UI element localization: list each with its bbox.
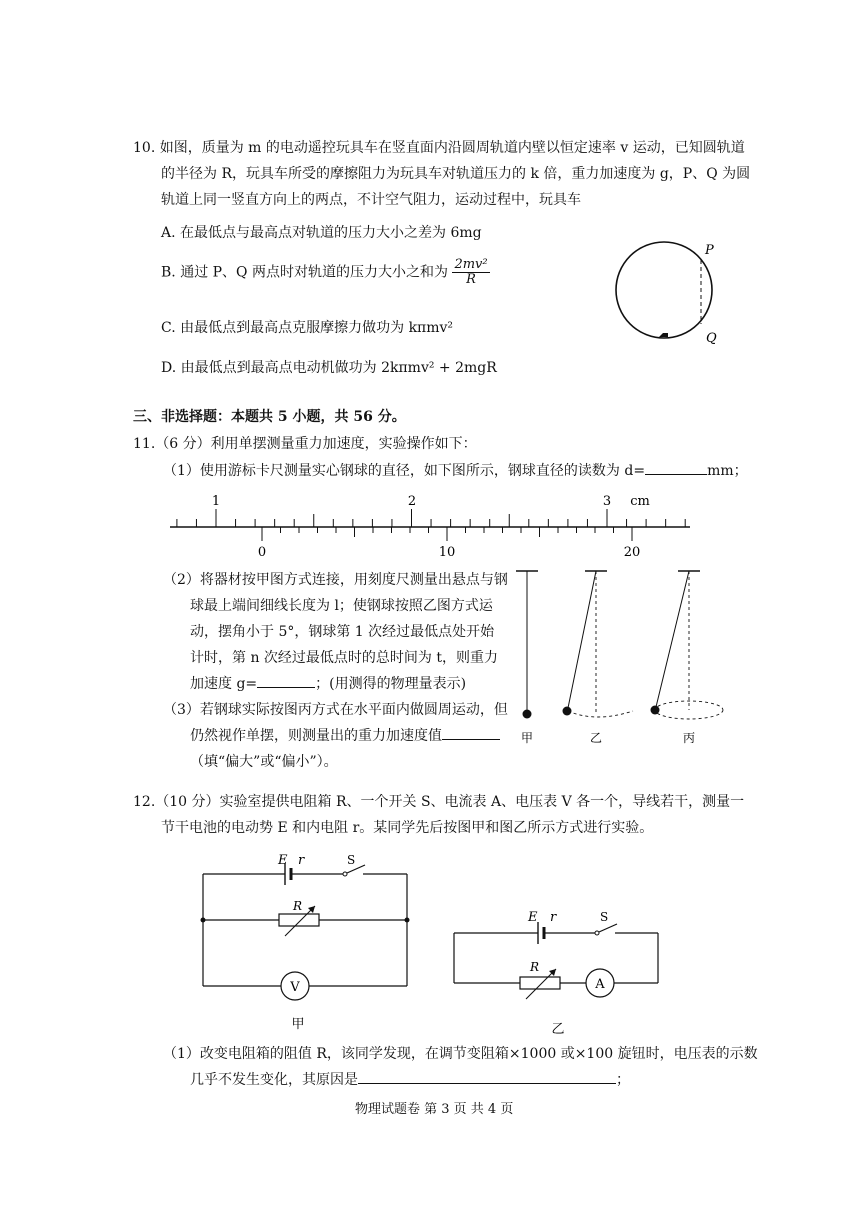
q12-part1-line2 [190,1070,630,1090]
pendulum-c-caption: 丙 [682,731,696,745]
circuit-a-label-rbox: R [293,899,303,913]
vernier-caliper-figure [170,490,690,560]
circuit-b-label-rbox: R [530,960,540,974]
q11-part1-text: （1）使用游标卡尺测量实心钢球的直径，如下图所示，钢球直径的读数为 d= [163,463,646,479]
q11-part3-line1: （3）若钢球实际按图丙方式在水平面内做圆周运动，但 [163,702,508,718]
circuit-b-label-r: r [550,910,557,925]
pendulum-b-string [568,571,596,708]
main-unit-cm: cm [630,494,650,509]
q12-part1-text: 几乎不发生变化，其原因是 [190,1072,358,1088]
page-footer: 物理试题卷 第 3 页 共 4 页 [355,1102,514,1117]
circuit-b-label-s: S [600,910,609,924]
q11-part2-line2: 球最上端间细线长度为 l；使钢球按照乙图方式运 [190,598,493,614]
q10-option-a: A. 在最低点与最高点对轨道的压力大小之差为 6mg [161,225,482,241]
pendulum-b-bob [563,707,572,716]
q12-line1: 12.（10 分）实验室提供电阻箱 R、一个开关 S、电流表 A、电压表 V 各一个，导线若干，测量一 [133,794,745,810]
circuit-a-caption: 甲 [291,1017,305,1032]
pendulum-b-arc [568,711,633,717]
q10-line1: 10. 如图，质量为 m 的电动遥控玩具车在竖直面内沿圆周轨道内壁以恒定速率 v 运动，已知圆轨道 [133,140,745,156]
q10-line2: 的半径为 R，玩具车所受的摩擦阻力为玩具车对轨道压力的 k 倍，重力加速度为 g，P、Q 为圆 [161,166,751,182]
vernier-label-0: 0 [257,545,267,560]
q11-part1-unit: mm； [707,463,748,479]
q11-part2-line5 [190,674,466,694]
main-label-3: 3 [602,494,612,509]
circuit-a-figure [195,848,415,1038]
q12-part1-end: ； [616,1072,630,1088]
circuit-a-label-s: S [347,853,356,867]
fraction-denominator: R [466,272,476,287]
q11-part3-line3: （填“偏大”或“偏小”）。 [190,754,338,770]
circuit-a-label-e: E [278,853,288,868]
q11-part2-text: 加速度 g= [190,676,258,692]
ammeter-label: A [595,977,605,992]
main-scale-ticks [177,509,685,527]
q11-part3-text: 仍然视作单摆，则测量出的重力加速度值 [190,728,442,744]
pendulum-a-bob [523,710,532,719]
section-heading: 三、非选择题：本题共 5 小题，共 56 分。 [133,409,406,425]
voltmeter-label: V [290,980,300,995]
circuit-b-label-e: E [528,910,538,925]
q11-part2-line3: 动，摆角小于 5°，钢球第 1 次经过最低点处开始 [190,624,495,640]
main-label-1: 1 [211,494,221,509]
q10-option-b-fraction [452,258,489,287]
q10-line3: 轨道上同一竖直方向上的两点，不计空气阻力，运动过程中，玩具车 [161,192,581,208]
answer-blank-g[interactable] [257,687,315,688]
resistor-box-a [279,914,319,926]
q12-part1-line1: （1）改变电阻箱的阻值 R，该同学发现，在调节变阻箱×1000 或×100 旋钮时，电压表的示数 [163,1046,758,1062]
label-q: Q [706,331,717,346]
vernier-label-10: 10 [438,545,456,560]
q11-part2-line1: （2）将器材按甲图方式连接，用刻度尺测量出悬点与钢 [163,572,508,588]
pendulum-a-caption: 甲 [520,731,534,745]
q11-part2-end: ；(用测得的物理量表示) [315,676,467,692]
q11-part1 [163,461,748,481]
toy-car-icon [659,333,668,337]
answer-blank-reason[interactable] [358,1083,616,1084]
q10-option-c: C. 由最低点到最高点克服摩擦力做功为 kπmv² [161,320,454,336]
fraction-numerator: 2mv² [454,257,488,272]
resistor-box-b [520,977,560,989]
q10-option-b [161,258,490,287]
main-label-2: 2 [407,494,417,509]
q10-option-b-text: B. 通过 P、Q 两点时对轨道的压力大小之和为 [161,264,448,281]
q11-title: 11.（6 分）利用单摆测量重力加速度，实验操作如下： [133,436,477,452]
circuit-b-figure [450,905,670,1045]
answer-blank-d[interactable] [645,474,707,475]
pendulum-figures [505,565,745,750]
vernier-scale-ticks [262,527,632,541]
q11-part2-line4: 计时，第 n 次经过最低点时的总时间为 t，则重力 [190,650,498,666]
circuit-b-caption: 乙 [551,1022,565,1037]
vernier-label-20: 20 [623,545,641,560]
switch-a-pivot [343,872,347,876]
q10-option-d: D. 由最低点到最高点电动机做功为 2kπmv² + 2mgR [161,360,497,376]
circular-track-figure [612,232,732,357]
pendulum-c-string [656,571,689,707]
q12-line2: 节干电池的电动势 E 和内电阻 r。某同学先后按图甲和图乙所示方式进行实验。 [161,820,654,836]
switch-b-blade [599,924,617,932]
circular-track [616,242,712,338]
q11-part3-line2 [190,726,500,746]
switch-b-pivot [595,931,599,935]
label-p: P [705,243,714,258]
pendulum-b-caption: 乙 [589,731,603,745]
pendulum-c-bob [651,706,660,715]
answer-blank-g-error[interactable] [442,739,500,740]
circuit-a-label-r: r [298,853,305,868]
